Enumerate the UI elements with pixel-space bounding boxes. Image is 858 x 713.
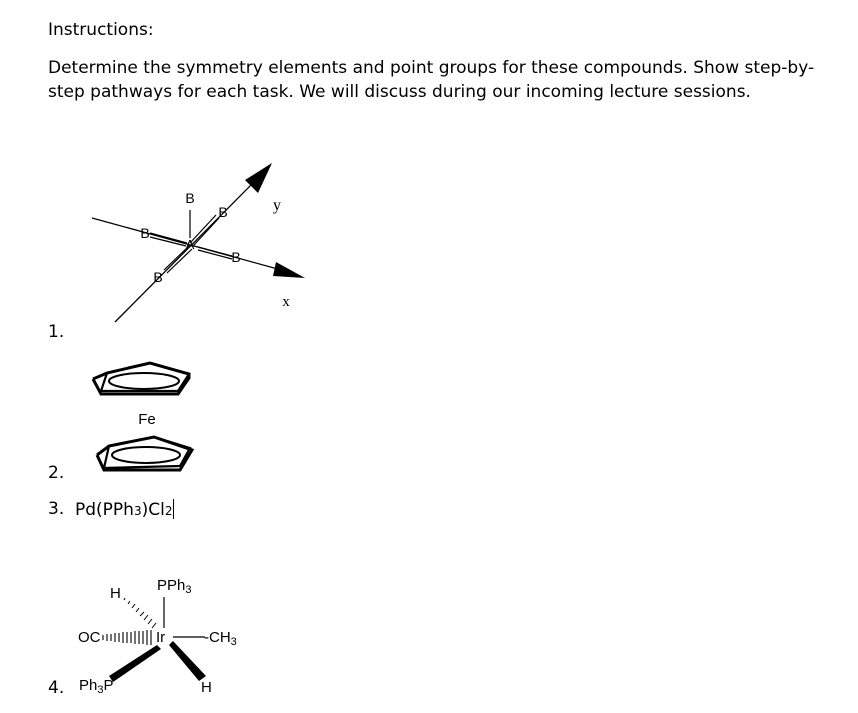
ligand-atom-right: B	[231, 249, 241, 265]
axis-x-label: x	[282, 294, 290, 310]
item-2-number: 2.	[48, 463, 65, 483]
axis-y-label: y	[273, 197, 281, 214]
iron-atom-label: Fe	[138, 411, 156, 428]
instructions-heading: Instructions:	[48, 20, 154, 40]
ligand-atom-lower-left: B	[153, 269, 163, 285]
center-atom-label: A	[185, 237, 195, 252]
methyl-ligand-label: $-CH_3$	[204, 629, 237, 648]
item-3-formula: Pd(PPh3)Cl2	[75, 500, 173, 520]
ligand-atom-left: B	[140, 225, 150, 241]
lower-right-hydride-label: H	[201, 679, 212, 696]
top-ligand-label: PPh$_3$	[157, 577, 192, 596]
phosphine-ligand-label: $Ph_3P$	[79, 677, 114, 696]
ligand-atom-upper-right: B	[218, 204, 228, 220]
instructions-text: Determine the symmetry elements and point groups for these compounds. Show step-by-step pathways for each task. We will discuss during our incoming lecture sessions.	[48, 58, 815, 102]
item-1-number: 1.	[48, 322, 65, 342]
wedge-bond-phosphine	[109, 645, 161, 682]
item-3-number: 3.	[48, 499, 65, 519]
carbonyl-ligand-label: OC	[78, 629, 101, 646]
wedge-bond-hydride	[169, 641, 206, 681]
item-4-number: 4.	[48, 678, 65, 698]
upper-left-hydride-label: H	[110, 585, 121, 602]
ligand-atom-top: B	[185, 190, 195, 206]
iridium-atom-label: Ir	[156, 629, 166, 646]
